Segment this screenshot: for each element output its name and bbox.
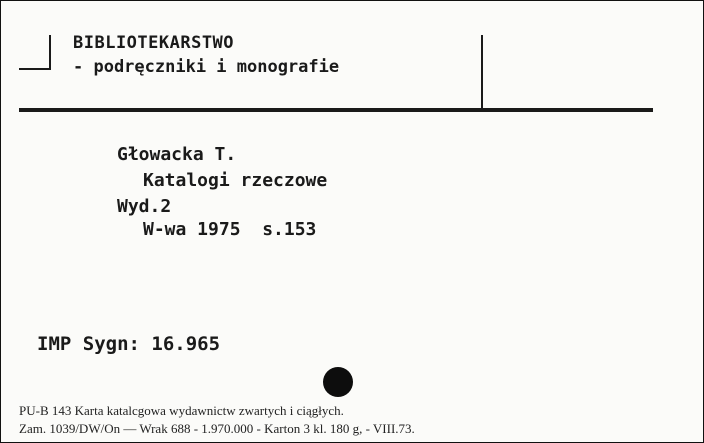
- subject-subheading: - podręczniki i monografie: [73, 57, 340, 77]
- entry-edition: Wyd.2: [117, 196, 172, 217]
- printer-imprint-line1: PU-B 143 Karta katalcgowa wydawnictw zwartych i ciągłych.: [19, 403, 344, 418]
- entry-author: Głowacka T.: [117, 144, 237, 165]
- header-left-bracket: [49, 35, 51, 69]
- entry-publication: W-wa 1975 s.153: [143, 219, 317, 240]
- header-right-bracket: [481, 35, 483, 109]
- header-divider: [19, 108, 653, 112]
- entry-title: Katalogi rzeczowe: [143, 170, 328, 191]
- subject-heading: BIBLIOTEKARSTWO: [73, 33, 235, 53]
- header-left-underline: [19, 68, 51, 70]
- call-number: IMP Sygn: 16.965: [37, 333, 221, 355]
- punch-hole: [323, 367, 353, 397]
- printer-imprint-line2: Zam. 1039/DW/On — Wrak 688 - 1.970.000 - Karton 3 kl. 180 g, - VIII.73.: [19, 421, 415, 436]
